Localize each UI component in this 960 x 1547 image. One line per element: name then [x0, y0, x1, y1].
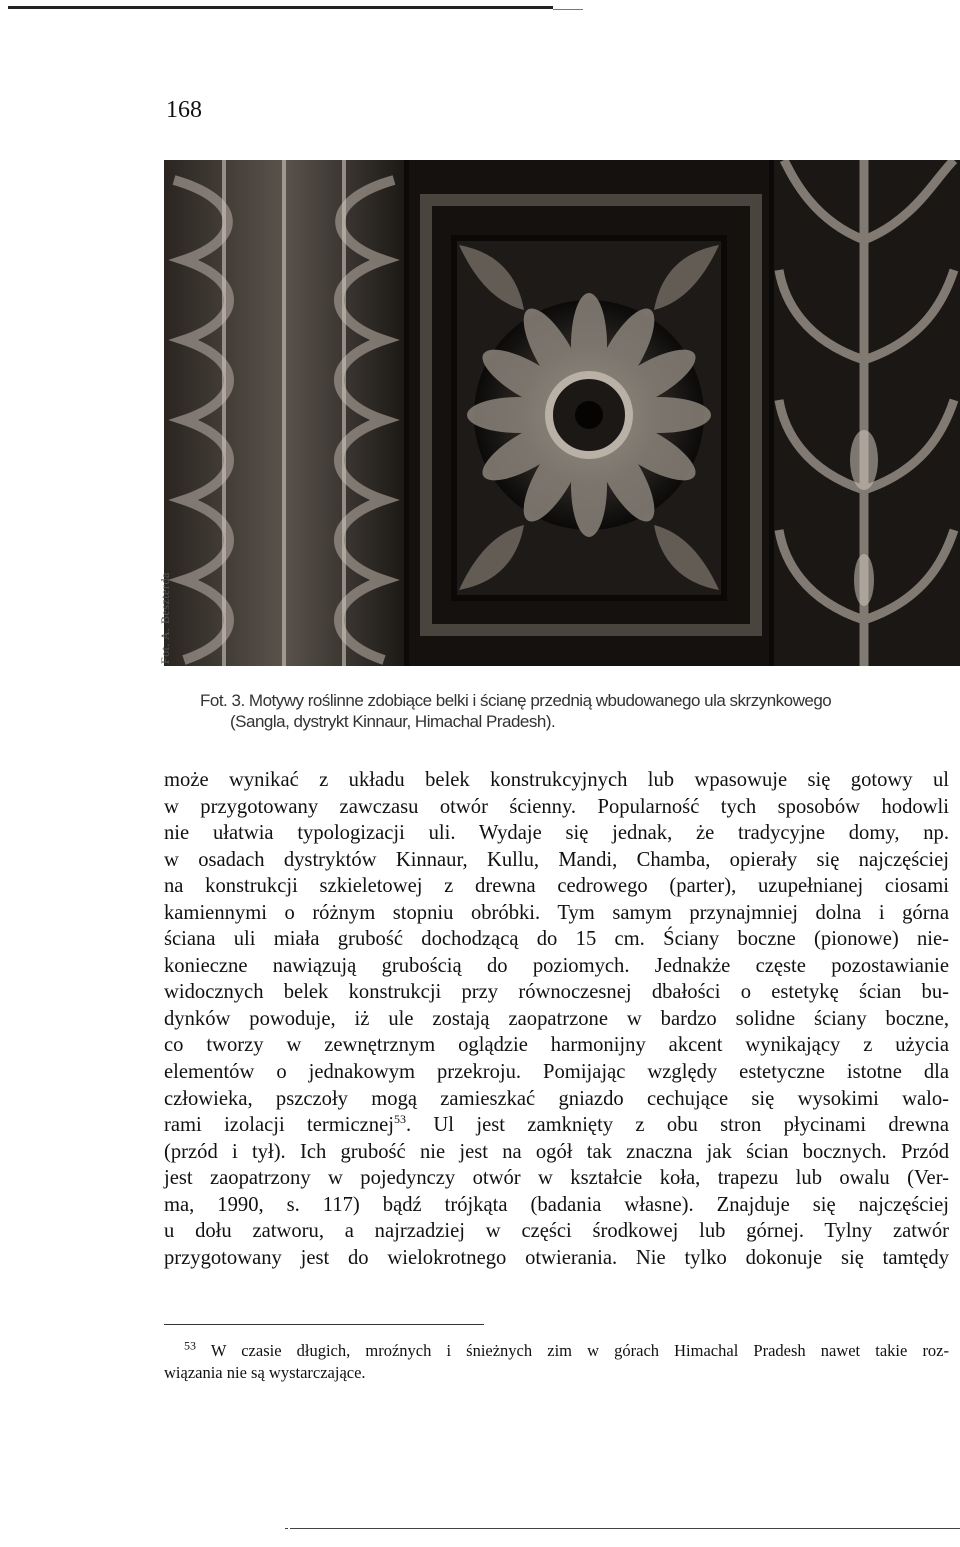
- top-rule: [8, 6, 553, 9]
- footnote-text: W czasie długich, mroźnych i śnieżnych zim w górach Himachal Pradesh nawet takie roz-: [210, 1341, 950, 1360]
- text-segment: rami izolacji termicznej: [164, 1114, 394, 1137]
- text-line: na konstrukcji szkieletowej z drewna cedrowego (parter), uzupełnianej ciosami: [164, 875, 949, 898]
- text-line: elementów o jednakowym przekroju. Pomijając względy estetyczne istotne dla: [164, 1061, 949, 1084]
- text-line: konieczne nawiązują grubością do poziomych. Jednakże częste pozostawianie: [164, 954, 949, 977]
- photo-credit: Fot. A. Beszterda: [158, 572, 172, 664]
- footnote-rule: [164, 1324, 484, 1325]
- text-line: kamiennymi o różnym stopniu obróbki. Tym samym przynajmniej dolna i górna: [164, 901, 949, 924]
- footnote-line: [164, 1340, 949, 1362]
- text-line-with-footnote-ref: [164, 1112, 949, 1139]
- text-line: może wynikać z układu belek konstrukcyjnych lub wpasowuje się gotowy ul: [164, 769, 949, 791]
- footnote-number: 53: [184, 1338, 196, 1353]
- text-line: w przygotowany zawczasu otwór ścienny. Popularność tych sposobów hodowli: [164, 795, 949, 818]
- figure-caption: [200, 690, 920, 732]
- bottom-rule: [290, 1528, 960, 1529]
- bottom-tick: [285, 1528, 288, 1529]
- text-line: w osadach dystryktów Kinnaur, Kullu, Mandi, Chamba, opierały się najczęściej: [164, 848, 949, 871]
- text-line: co tworzy w zewnętrznym oglądzie harmonijny akcent wynikający z użycia: [164, 1034, 949, 1057]
- text-line: ma, 1990, s. 117) bądź trójkąta (badania własne). Znajduje się najczęściej: [164, 1193, 949, 1216]
- body-text: [164, 767, 949, 1271]
- footnote-ref[interactable]: 53: [393, 1112, 406, 1127]
- text-line: widocznych belek konstrukcji przy równoczesnej dbałości o estetykę ścian bu-: [164, 981, 949, 1004]
- top-rule-thin: [553, 9, 583, 10]
- text-line: ściana uli miała grubość dochodzącą do 15 cm. Ściany boczne (pionowe) nie-: [164, 928, 949, 951]
- text-segment: . Ul jest zamknięty z obu stron płycinami drewna: [405, 1114, 949, 1137]
- text-line: u dołu zatworu, a najrzadziej w części środkowej lub górnej. Tylny zatwór: [164, 1220, 949, 1243]
- text-line: jest zaopatrzony w pojedynczy otwór w kształcie koła, trapezu lub owalu (Ver-: [164, 1167, 949, 1190]
- carved-beehive-photo: [164, 160, 960, 666]
- page-number: 168: [166, 97, 202, 123]
- caption-line: (Sangla, dystrykt Kinnaur, Himachal Pradesh).: [230, 712, 556, 731]
- text-line: człowieka, pszczoły mogą zamieszkać gniazdo cechujące się wysokimi walo-: [164, 1087, 949, 1110]
- text-line: przygotowany jest do wielokrotnego otwierania. Nie tylko dokonuje się tamtędy: [164, 1246, 949, 1269]
- text-line: (przód i tył). Ich grubość nie jest na ogół tak znaczna jak ścian bocznych. Przód: [164, 1140, 949, 1163]
- carved-wood-illustration: [164, 160, 960, 666]
- footnote: [164, 1340, 949, 1384]
- text-line: nie ułatwia typologizacji uli. Wydaje się jednak, że tradycyjne domy, np.: [164, 822, 949, 845]
- caption-line: Fot. 3. Motywy roślinne zdobiące belki i ścianę przednią wbudowanego ula skrzynkowego: [200, 691, 832, 710]
- text-line: dynków powoduje, iż ule zostają zaopatrzone w bardzo solidne ściany boczne,: [164, 1007, 949, 1030]
- footnote-line: wiązania nie są wystarczające.: [164, 1363, 366, 1382]
